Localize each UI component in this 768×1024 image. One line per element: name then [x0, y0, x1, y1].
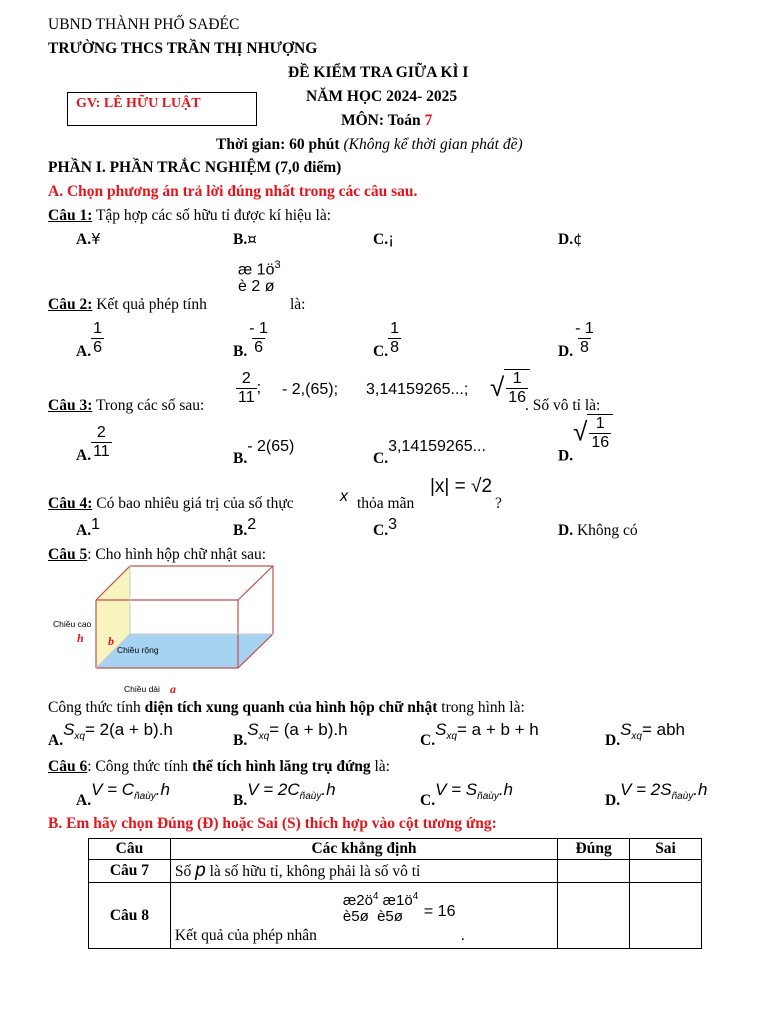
q3-option-c	[373, 438, 486, 468]
q4-option-c-value: 3	[388, 516, 397, 533]
q5-text: : Cho hình hộp chữ nhật sau:	[87, 546, 267, 563]
col-header-statements: Các khẳng định	[170, 839, 557, 860]
q3-label: Câu 3:	[48, 397, 93, 414]
q5-option-c-sub: xq	[446, 731, 457, 742]
q6-option-a-letter: A.	[76, 792, 92, 809]
q2-option-d-frac	[573, 320, 596, 357]
q1-option-a-value: ¥	[91, 230, 101, 248]
row7-question: Câu 7	[89, 860, 171, 883]
row8-expr-top	[343, 889, 418, 909]
q6-option-a-tail: .h	[155, 780, 170, 799]
q1-option-d-letter: D.	[558, 231, 574, 248]
q2-option-c-num: 1	[390, 320, 399, 337]
row8-question: Câu 8	[89, 883, 171, 949]
q2-expression	[238, 257, 281, 295]
q4-option-b-letter: B.	[233, 522, 248, 539]
q3-pi: 3,14159265...;	[366, 381, 469, 398]
q3-stem	[48, 397, 204, 415]
q4-option-c-letter: C.	[373, 522, 389, 539]
q5-option-b-sub: xq	[258, 731, 270, 742]
q2-expr-bottom: è 2 ø	[238, 278, 275, 296]
q5-option-c-letter: C.	[420, 732, 436, 749]
subject-label: MÔN: Toán	[341, 112, 425, 129]
figure-height-label: Chiều cao	[53, 619, 92, 629]
q5-option-c	[420, 720, 539, 750]
q2-option-a-letter: A.	[76, 343, 92, 361]
q3-text-end: . Số vô tỉ là:	[525, 397, 601, 414]
q2-option-b-den: 6	[254, 339, 263, 356]
q5-option-a	[48, 720, 173, 750]
figure-width-label: Chiều rộng	[117, 645, 159, 655]
school-name: TRƯỜNG THCS TRẦN THỊ NHƯỢNG	[48, 40, 318, 57]
q1-option-b	[233, 230, 257, 249]
teacher-name: GV: LÊ HỮU LUẬT	[76, 96, 201, 111]
q6-option-c-sub: ñaùy	[477, 791, 499, 802]
q5-option-d-expr: $S_{xq}=$ abh	[620, 720, 685, 742]
q6-option-d-letter: D.	[605, 792, 621, 809]
q3-option-b	[233, 438, 294, 468]
row7-post: là số hữu tỉ, không phải là số vô tỉ	[205, 863, 421, 880]
q6-option-d-lhs: V = 2S	[620, 780, 672, 799]
q3-option-c-value: 3,14159265...	[388, 438, 486, 455]
q2-option-c-frac	[388, 320, 401, 357]
q3-option-a-num: 2	[96, 424, 106, 441]
q5-option-b	[233, 720, 348, 750]
q2-option-d-den: 8	[579, 339, 589, 356]
q1-option-c-letter: C.	[373, 231, 389, 248]
q2-option-a-den: 6	[93, 339, 102, 356]
figure-length-label: Chiều dài	[124, 684, 160, 694]
q5-option-d-sub: xq	[631, 731, 642, 742]
q6-option-b-sub: ñaùy	[299, 791, 322, 802]
q3-semicolon: ;	[256, 379, 262, 397]
figure-height-var: h	[77, 631, 84, 645]
q3-option-d-num: 1	[595, 415, 605, 432]
row8-true-cell[interactable]	[558, 883, 630, 949]
row8-expr-bottom	[343, 909, 418, 925]
q3-option-d	[558, 414, 613, 466]
q3-option-a	[76, 424, 112, 465]
figure-length-var: a	[170, 682, 176, 696]
row8-false-cell[interactable]	[630, 883, 702, 949]
q5-option-b-letter: B.	[233, 732, 248, 749]
q3-option-a-den: 11	[93, 443, 110, 460]
q4-option-a	[76, 516, 100, 540]
col-header-question: Câu	[89, 839, 171, 860]
q6-option-c-letter: C.	[420, 792, 436, 809]
q6-option-d	[605, 780, 707, 810]
q2-option-b-frac	[247, 320, 270, 357]
q5-option-a-sub: xq	[74, 731, 85, 742]
q2-option-d	[558, 320, 596, 361]
q5-prompt-post: trong hình là:	[437, 699, 525, 716]
row8-pre: Kết quả của phép nhân	[174, 927, 317, 944]
q3-option-b-letter: B.	[233, 450, 248, 467]
org-name: UBND THÀNH PHỐ SAĐÉC	[48, 16, 240, 33]
q5-prompt-bold: diện tích xung quanh của hình hộp chữ nhật	[144, 699, 438, 716]
section-b-title: B. Em hãy chọn Đúng (Đ) hoặc Sai (S) thích hợp vào cột tương ứng:	[48, 815, 497, 832]
q5-option-d	[605, 720, 685, 750]
q3-option-d-den: 16	[591, 434, 610, 451]
row8-equals: = 16	[423, 903, 456, 920]
q6-text-pre: : Công thức tính	[87, 758, 193, 775]
q2-expr-exponent: 3	[274, 259, 281, 271]
time-note: (Không kể thời gian phát đề)	[343, 136, 523, 153]
q5-option-b-rhs: = (a + b).h	[269, 720, 348, 739]
q3-sqrt-den: 16	[508, 389, 527, 406]
q4-option-a-letter: A.	[76, 522, 92, 539]
q1-option-d-value: ¢	[573, 230, 583, 248]
col-header-false: Sai	[630, 839, 702, 860]
q2-label: Câu 2:	[48, 296, 93, 313]
q2-option-c	[373, 320, 401, 361]
q4-text-end: ?	[495, 495, 502, 512]
row8-expression	[343, 889, 418, 925]
q5-option-a-expr: $S_{xq}= 2(a + b).h$	[63, 720, 173, 742]
q5-prompt-pre: Công thức tính	[48, 699, 145, 716]
row7-pi-symbol: p	[195, 860, 206, 881]
q3-option-d-sqrt-sign: √	[573, 416, 588, 447]
q2-option-c-den: 8	[390, 339, 399, 356]
time-line	[216, 136, 523, 154]
q3-sqrt-sign: √	[490, 372, 505, 403]
q3-numbers	[236, 370, 261, 407]
q4-var: x	[340, 488, 348, 505]
q1-option-a-letter: A.	[76, 231, 92, 248]
q1-option-c-value: ¡	[388, 230, 395, 248]
q3-option-a-frac	[91, 424, 112, 461]
q4-expression: |x| = √2	[430, 476, 493, 497]
q2-stem	[48, 296, 207, 314]
q5-option-a-letter: A.	[48, 732, 64, 749]
q5-option-d-letter: D.	[605, 732, 621, 749]
q1-option-a	[76, 230, 101, 249]
q1-option-d	[558, 230, 583, 249]
q2-text-end: là:	[290, 296, 306, 313]
row8-post: .	[460, 927, 465, 944]
table-row	[89, 883, 702, 949]
row8-exp-2: 4	[412, 891, 419, 902]
subject-grade: 7	[424, 112, 433, 129]
q2-option-d-letter: D.	[558, 343, 574, 361]
q6-option-b-tail: .h	[321, 780, 336, 799]
q2-expr-top	[238, 257, 281, 278]
q6-option-d-tail: .h	[693, 780, 708, 799]
q4-option-b	[233, 516, 256, 540]
table-row	[89, 860, 702, 883]
q1-option-b-letter: B.	[233, 231, 248, 248]
q2-option-b	[233, 320, 270, 361]
q5-option-d-rhs: = abh	[641, 720, 685, 739]
school-year: NĂM HỌC 2024- 2025	[306, 88, 458, 105]
q2-text: Kết quả phép tính	[92, 296, 207, 313]
q5-label: Câu 5	[48, 546, 88, 563]
q4-option-d	[558, 522, 638, 540]
q2-option-d-num: - 1	[575, 320, 594, 337]
q2-option-b-letter: B.	[233, 343, 248, 361]
row8-exp-1: 4	[372, 891, 379, 902]
q6-option-c	[420, 780, 513, 810]
q5-prompt	[48, 699, 525, 717]
q1-option-b-value: ¤	[247, 230, 257, 248]
q3-frac	[236, 370, 257, 407]
time-label: Thời gian: 60 phút	[216, 136, 344, 153]
q4-option-c	[373, 516, 397, 540]
row7-false-cell[interactable]	[630, 860, 702, 883]
q2-expr-top-text: æ 1ö	[238, 261, 275, 279]
q3-text: Trong các số sau:	[92, 397, 205, 414]
q5-option-c-expr: $S_{xq}= a + b + h$	[435, 720, 539, 742]
row8-statement	[170, 883, 557, 949]
q3-option-b-value: - 2(65)	[247, 438, 295, 455]
q2-option-c-letter: C.	[373, 343, 389, 361]
figure-width-var: b	[108, 634, 114, 648]
q4-option-b-value: 2	[247, 516, 257, 533]
row8-expr-c: æ1ö	[382, 892, 413, 909]
q3-option-c-letter: C.	[373, 450, 389, 467]
q3-sqrt-num: 1	[512, 370, 522, 387]
q3-option-a-letter: A.	[76, 447, 92, 465]
row8-expr-d: è5ø	[377, 908, 403, 925]
box-figure	[48, 562, 280, 696]
section-a-title: A. Chọn phương án trả lời đúng nhất trong các câu sau.	[48, 183, 418, 200]
row8-expr-b: è5ø	[342, 908, 369, 925]
q6-text-post: là:	[370, 758, 390, 775]
col-header-true: Đúng	[558, 839, 630, 860]
q5-option-b-expr: $S_{xq}= (a + b).h$	[247, 720, 348, 742]
q4-label: Câu 4:	[48, 495, 93, 512]
table-header-row	[89, 839, 702, 860]
q6-text-bold: thể tích hình lăng trụ đứng	[192, 758, 371, 775]
row7-statement	[170, 860, 557, 883]
q6-stem	[48, 758, 390, 776]
row8-expr-a: æ2ö	[342, 892, 373, 909]
q6-option-a-sub: ñaùy	[134, 791, 156, 802]
q6-option-a	[76, 780, 170, 810]
exam-title: ĐỀ KIỂM TRA GIỮA KÌ I	[288, 64, 469, 81]
q4-option-d-value: Không có	[573, 522, 638, 539]
part1-title: PHẦN I. PHẦN TRẮC NGHIỆM (7,0 điểm)	[48, 159, 342, 176]
q4-option-a-value: 1	[91, 516, 100, 533]
q6-option-c-tail: .h	[498, 780, 514, 799]
q3-frac-den: 11	[238, 389, 255, 406]
row7-pre: Số	[174, 863, 196, 880]
q6-option-a-lhs: V = C	[91, 780, 135, 799]
q3-option-d-frac	[587, 414, 613, 452]
q1-option-c	[373, 230, 394, 249]
q4-text-mid: thỏa mãn	[357, 495, 415, 512]
q5-option-a-rhs: = 2(a + b).h	[84, 720, 173, 739]
q6-option-c-lhs: V = S	[435, 780, 478, 799]
q2-option-a	[76, 320, 104, 361]
q4-option-d-letter: D.	[558, 522, 574, 539]
q1-text: Tập hợp các số hữu tỉ được kí hiệu là:	[92, 207, 332, 224]
q4-stem	[48, 495, 294, 513]
q5-option-c-rhs: = a + b + h	[456, 720, 539, 739]
q6-label: Câu 6	[48, 758, 88, 775]
q4-text: Có bao nhiêu giá trị của số thực	[92, 495, 294, 512]
q2-option-b-num: - 1	[249, 320, 268, 337]
q3-repeating: - 2,(65);	[282, 381, 339, 398]
q3-frac-num: 2	[241, 370, 251, 387]
q2-option-a-frac	[91, 320, 104, 357]
q1-stem	[48, 207, 331, 225]
q1-label: Câu 1:	[48, 207, 93, 224]
q6-option-b	[233, 780, 336, 810]
subject	[341, 112, 432, 130]
q2-option-a-num: 1	[93, 320, 102, 337]
q6-option-d-sub: ñaùy	[671, 791, 694, 802]
true-false-table	[88, 838, 702, 949]
row7-true-cell[interactable]	[558, 860, 630, 883]
q6-option-b-lhs: V = 2C	[247, 780, 300, 799]
q3-option-d-letter: D.	[558, 447, 574, 465]
q6-option-b-letter: B.	[233, 792, 248, 809]
